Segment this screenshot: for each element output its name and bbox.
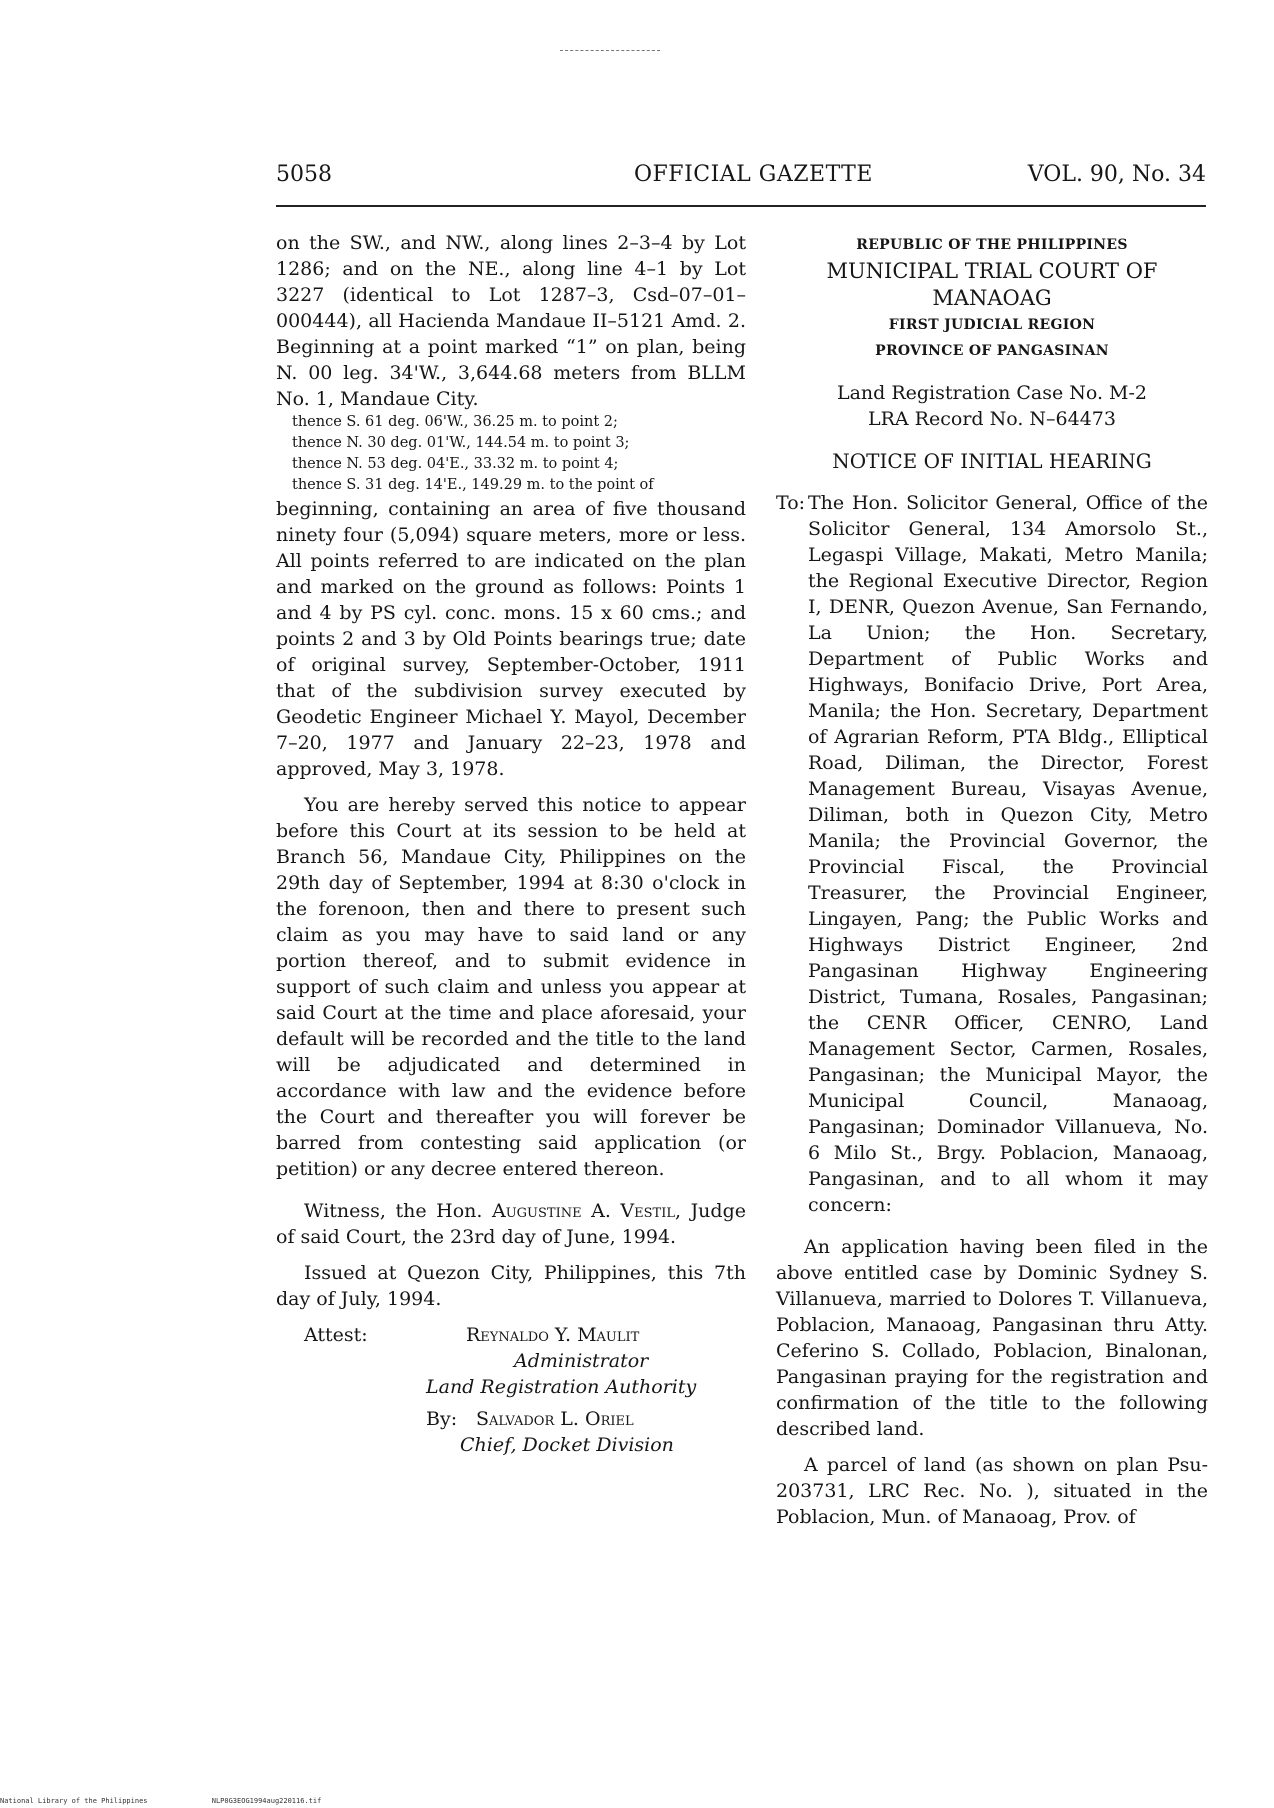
signer-organization: Land Registration Authority bbox=[426, 1376, 697, 1398]
notice-paragraph: You are hereby served this notice to appear before this Court at its session to be held at Branch 56, Mandaue City, Philippines on the 29th day of September, 1994 at 8:30 o'clock in the forenoon, then and there to present such claim as you may have to said land or any portion thereof, and to submit evidence in support of such claim and unless you appear at said Court at the time and place aforesaid, your default will be recorded and the title to the land will be adjudicated and determined in accordance with law and the evidence before the Court and thereafter you will forever be barred from contesting said application (or petition) or any decree entered thereon. bbox=[276, 794, 746, 1180]
addressees bbox=[776, 490, 1208, 1218]
parcel-paragraph: A parcel of land (as shown on plan Psu-203731, LRC Rec. No. ), situated in the Poblacion, Mun. of Manaoag, Prov. of bbox=[776, 1454, 1208, 1528]
witness-paragraph bbox=[276, 1198, 746, 1250]
signer-name: Reynaldo Y. Maulit bbox=[466, 1324, 640, 1346]
thence-line: thence N. 30 deg. 01'W., 144.54 m. to point 3; bbox=[292, 435, 630, 451]
volume-number: VOL. 90, No. 34 bbox=[1027, 162, 1206, 187]
library-credit: National Library of the Philippines bbox=[0, 1797, 148, 1805]
boundary-description: on the SW., and NW., along lines 2–3–4 by Lot 1286; and on the NE., along line 4–1 by Lot 3227 (identical to Lot 1287–3, Csd–07–01–000444), all Hacienda Mandaue II–5121 Amd. 2. Beginning at a point marked “1” on plan, being N. 00 leg. 34'W., 3,644.68 meters from BLLM No. 1, Mandaue City. bbox=[276, 232, 746, 410]
right-column bbox=[776, 232, 1208, 1530]
signer-title: Administrator bbox=[514, 1350, 649, 1372]
record-number: LRA Record No. N–64473 bbox=[868, 408, 1116, 430]
attest-label: Attest: bbox=[304, 1324, 368, 1346]
issued-paragraph: Issued at Quezon City, Philippines, this 7th day of July, 1994. bbox=[276, 1262, 746, 1310]
thence-list bbox=[276, 412, 746, 496]
gazette-title: OFFICIAL GAZETTE bbox=[634, 162, 873, 187]
page-number: 5058 bbox=[276, 162, 332, 187]
witness-post: Judge of said Court, the 23rd day of June, 1994. bbox=[276, 1200, 746, 1248]
province-heading: PROVINCE OF PANGASINAN bbox=[875, 343, 1109, 359]
to-label: To: bbox=[776, 492, 806, 514]
thence-line: thence S. 31 deg. 14'E., 149.29 m. to the point of bbox=[292, 477, 654, 493]
signer-title: Chief, Docket Division bbox=[460, 1434, 674, 1456]
republic-heading: REPUBLIC OF THE PHILIPPINES bbox=[856, 237, 1128, 253]
case-number: Land Registration Case No. M-2 bbox=[836, 382, 1148, 404]
by-label: By: bbox=[426, 1408, 458, 1430]
signer-name: Salvador L. Oriel bbox=[476, 1408, 634, 1430]
top-scan-mark bbox=[560, 50, 660, 51]
thence-line: thence S. 61 deg. 06'W., 36.25 m. to point 2; bbox=[292, 414, 618, 430]
thence-line: thence N. 53 deg. 04'E., 33.32 m. to point 4; bbox=[292, 456, 619, 472]
region-heading: FIRST JUDICIAL REGION bbox=[888, 317, 1096, 333]
attest-block bbox=[276, 1322, 746, 1472]
judge-name: Augustine A. Vestil, bbox=[491, 1200, 682, 1222]
header-rule bbox=[276, 205, 1206, 207]
scan-footer bbox=[0, 1797, 381, 1805]
addressee-list: The Hon. Solicitor General, Office of the Solicitor General, 134 Amorsolo St., Legaspi Village, Makati, Metro Manila; the Regional Executive Director, Region I, DENR, Quezon Avenue, San Fernando, La Union; the Hon. Secretary, Department of Public Works and Highways, Bonifacio Drive, Port Area, Manila; the Hon. Secretary, Department of Agrarian Reform, PTA Bldg., Elliptical Road, Diliman, the Director, Forest Management Bureau, Visayas Avenue, Diliman, both in Quezon City, Metro Manila; the Provincial Governor, the Provincial Fiscal, the Provincial Treasurer, the Provincial Engineer, Lingayen, Pang; the Public Works and Highways District Engineer, 2nd Pangasinan Highway Engineering District, Tumana, Rosales, Pangasinan; the CENR Officer, CENRO, Land Management Sector, Carmen, Rosales, Pangasinan; the Municipal Mayor, the Municipal Council, Manaoag, Pangasinan; Dominador Villanueva, No. 6 Milo St., Brgy. Poblacion, Manaoag, Pangasinan, and to all whom it may concern: bbox=[808, 492, 1208, 1216]
area-description: beginning, containing an area of five thousand ninety four (5,094) square meters, more or less. All points referred to are indicated on the plan and marked on the ground as follows: Points 1 and 4 by PS cyl. conc. mons. 15 x 60 cms.; and points 2 and 3 by Old Points bearings true; date of original survey, September-October, 1911 that of the subdivision survey executed by Geodetic Engineer Michael Y. Mayol, December 7–20, 1977 and January 22–23, 1978 and approved, May 3, 1978. bbox=[276, 498, 746, 780]
notice-title: NOTICE OF INITIAL HEARING bbox=[832, 449, 1152, 473]
witness-pre: Witness, the Hon. bbox=[304, 1200, 483, 1222]
left-column bbox=[276, 230, 746, 1472]
page-header bbox=[276, 162, 1206, 192]
application-paragraph: An application having been filed in the above entitled case by Dominic Sydney S. Villanueva, married to Dolores T. Villanueva, Poblacion, Manaoag, Pangasinan thru Atty. Ceferino S. Collado, Poblacion, Binalonan, Pangasinan praying for the registration and confirmation of the title to the following described land. bbox=[776, 1236, 1208, 1440]
file-name: NLP0G3EOG1994aug220116.tif bbox=[211, 1797, 322, 1805]
court-heading: MUNICIPAL TRIAL COURT OF MANAOAG bbox=[826, 259, 1158, 310]
